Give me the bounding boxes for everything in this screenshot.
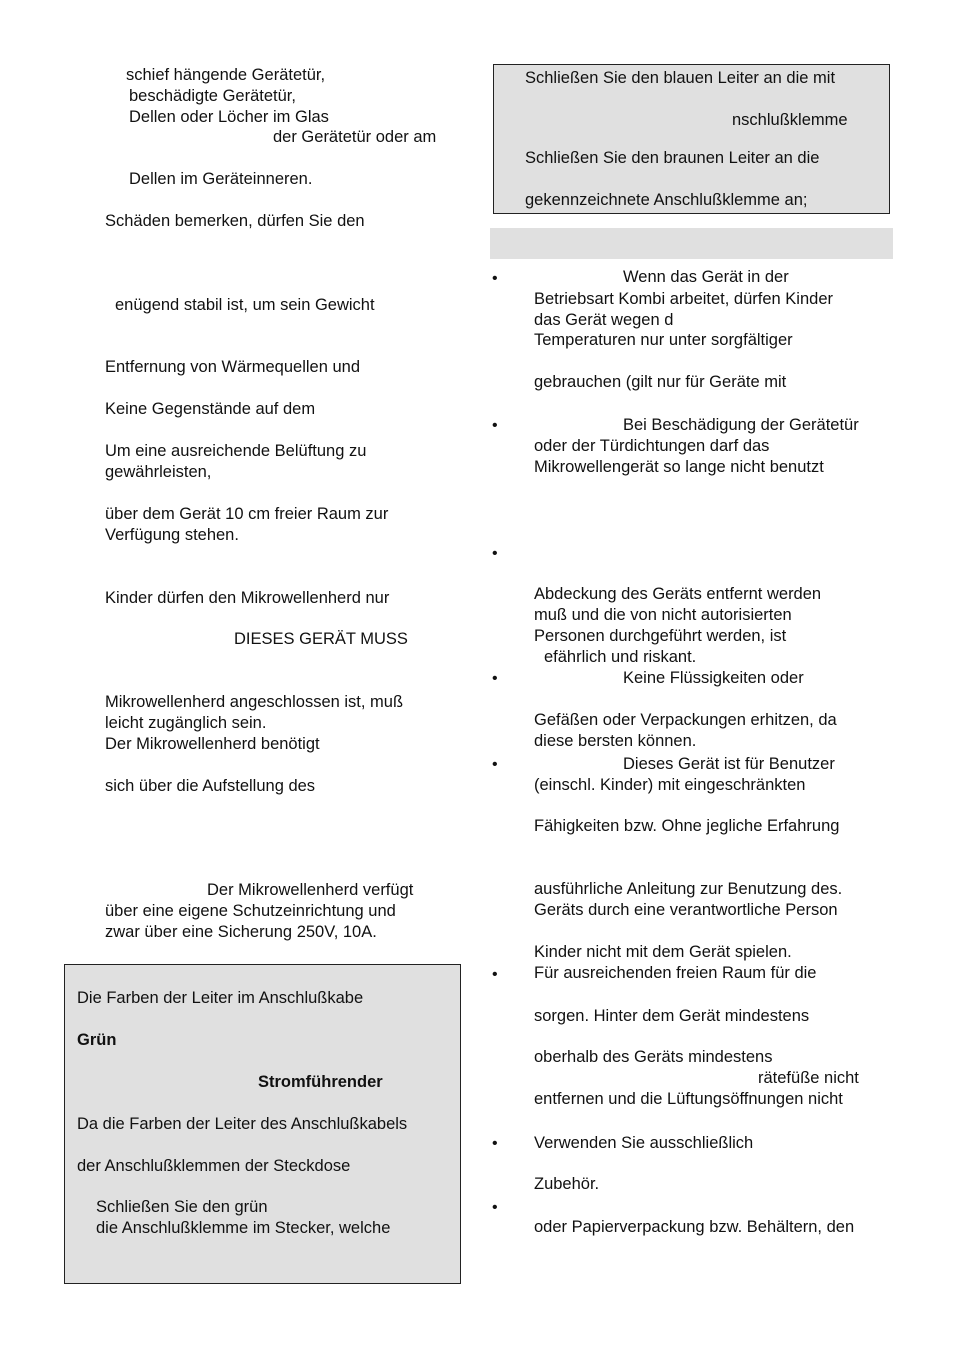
text-line: der Anschlußklemmen der Steckdose bbox=[77, 1157, 351, 1175]
text-line: Entfernung von Wärmequellen und bbox=[105, 358, 360, 376]
color-label-live: Stromführender bbox=[258, 1073, 383, 1091]
text-line: Dieses Gerät ist für Benutzer bbox=[623, 755, 835, 773]
text-line: das Gerät wegen d bbox=[534, 311, 674, 329]
text-line: Gefäßen oder Verpackungen erhitzen, da bbox=[534, 711, 837, 729]
text-line: über eine eigene Schutzeinrichtung und bbox=[105, 902, 396, 920]
text-line: (einschl. Kinder) mit eingeschränkten bbox=[534, 776, 806, 794]
text-line: gewährleisten, bbox=[105, 463, 212, 481]
text-line: Schließen Sie den grün bbox=[96, 1198, 268, 1216]
bullet-dot: • bbox=[492, 1199, 498, 1216]
text-line: efährlich und riskant. bbox=[544, 648, 697, 666]
text-line: Dellen oder Löcher im Glas bbox=[129, 108, 329, 126]
text-line: über dem Gerät 10 cm freier Raum zur bbox=[105, 505, 389, 523]
text-line: muß und die von nicht autorisierten bbox=[534, 606, 792, 624]
text-line: Wenn das Gerät in der bbox=[623, 268, 789, 286]
text-line: beschädigte Gerätetür, bbox=[129, 87, 296, 105]
text-line: die Anschlußklemme im Stecker, welche bbox=[96, 1219, 391, 1237]
text-line: Schließen Sie den blauen Leiter an die mit bbox=[525, 69, 836, 87]
text-line: schief hängende Gerätetür, bbox=[126, 66, 326, 84]
text-line: Kinder dürfen den Mikrowellenherd nur bbox=[105, 589, 390, 607]
bullet-dot: • bbox=[492, 670, 498, 687]
text-line: oder Papierverpackung bzw. Behältern, den bbox=[534, 1218, 855, 1236]
text-line: oberhalb des Geräts mindestens bbox=[534, 1048, 773, 1066]
text-line: Geräts durch eine verantwortliche Person bbox=[534, 901, 838, 919]
text-line: Verwenden Sie ausschließlich bbox=[534, 1134, 754, 1152]
text-line: Um eine ausreichende Belüftung zu bbox=[105, 442, 367, 460]
text-line: Dellen im Geräteinneren. bbox=[129, 170, 313, 188]
text-line: sorgen. Hinter dem Gerät mindestens bbox=[534, 1007, 810, 1025]
bullet-dot: • bbox=[492, 270, 498, 287]
text-line: Der Mikrowellenherd benötigt bbox=[105, 735, 320, 753]
text-line: Keine Flüssigkeiten oder bbox=[623, 669, 804, 687]
bullet-dot: • bbox=[492, 756, 498, 773]
text-line: Mikrowellenherd angeschlossen ist, muß bbox=[105, 693, 404, 711]
text-line: Für ausreichenden freien Raum für die bbox=[534, 964, 817, 982]
text-line: Keine Gegenstände auf dem bbox=[105, 400, 316, 418]
text-line: Mikrowellengerät so lange nicht benutzt bbox=[534, 458, 824, 476]
text-line: rätefüße nicht bbox=[758, 1069, 859, 1087]
text-line: leicht zugänglich sein. bbox=[105, 714, 267, 732]
text-line: gebrauchen (gilt nur für Geräte mit bbox=[534, 373, 787, 391]
bullet-dot: • bbox=[492, 417, 498, 434]
bullet-dot: • bbox=[492, 966, 498, 983]
wiring-instructions-box bbox=[493, 64, 890, 214]
text-line: nschlußklemme bbox=[732, 111, 848, 129]
text-line: Der Mikrowellenherd verfügt bbox=[207, 881, 414, 899]
text-line: Schließen Sie den braunen Leiter an die bbox=[525, 149, 820, 167]
text-line: Betriebsart Kombi arbeitet, dürfen Kinder bbox=[534, 290, 833, 308]
text-line: Kinder nicht mit dem Gerät spielen. bbox=[534, 943, 792, 961]
text-line: DIESES GERÄT MUSS bbox=[234, 630, 408, 648]
text-line: oder der Türdichtungen darf das bbox=[534, 437, 770, 455]
bullet-dot: • bbox=[492, 1135, 498, 1152]
text-line: diese bersten können. bbox=[534, 732, 697, 750]
text-line: Abdeckung des Geräts entfernt werden bbox=[534, 585, 822, 603]
text-line: gekennzeichnete Anschlußklemme an; bbox=[525, 191, 808, 209]
text-line: sich über die Aufstellung des bbox=[105, 777, 316, 795]
text-line: Fähigkeiten bzw. Ohne jegliche Erfahrung bbox=[534, 817, 840, 835]
wiring-info-box bbox=[64, 964, 461, 1284]
text-line: Temperaturen nur unter sorgfältiger bbox=[534, 331, 793, 349]
section-heading-bar bbox=[490, 228, 893, 259]
bullet-dot: • bbox=[492, 545, 498, 562]
color-label-green: Grün bbox=[77, 1031, 117, 1049]
text-line: Verfügung stehen. bbox=[105, 526, 239, 544]
text-line: Bei Beschädigung der Gerätetür bbox=[623, 416, 859, 434]
text-line: zwar über eine Sicherung 250V, 10A. bbox=[105, 923, 377, 941]
text-line: ausführliche Anleitung zur Benutzung des. bbox=[534, 880, 843, 898]
text-line: der Gerätetür oder am bbox=[273, 128, 437, 146]
text-line: Da die Farben der Leiter des Anschlußkabels bbox=[77, 1115, 408, 1133]
text-line: Schäden bemerken, dürfen Sie den bbox=[105, 212, 365, 230]
text-line: enügend stabil ist, um sein Gewicht bbox=[115, 296, 375, 314]
text-line: Personen durchgeführt werden, ist bbox=[534, 627, 787, 645]
text-line: Die Farben der Leiter im Anschlußkabe bbox=[77, 989, 364, 1007]
text-line: Zubehör. bbox=[534, 1175, 600, 1193]
text-line: entfernen und die Lüftungsöffnungen nicht bbox=[534, 1090, 843, 1108]
